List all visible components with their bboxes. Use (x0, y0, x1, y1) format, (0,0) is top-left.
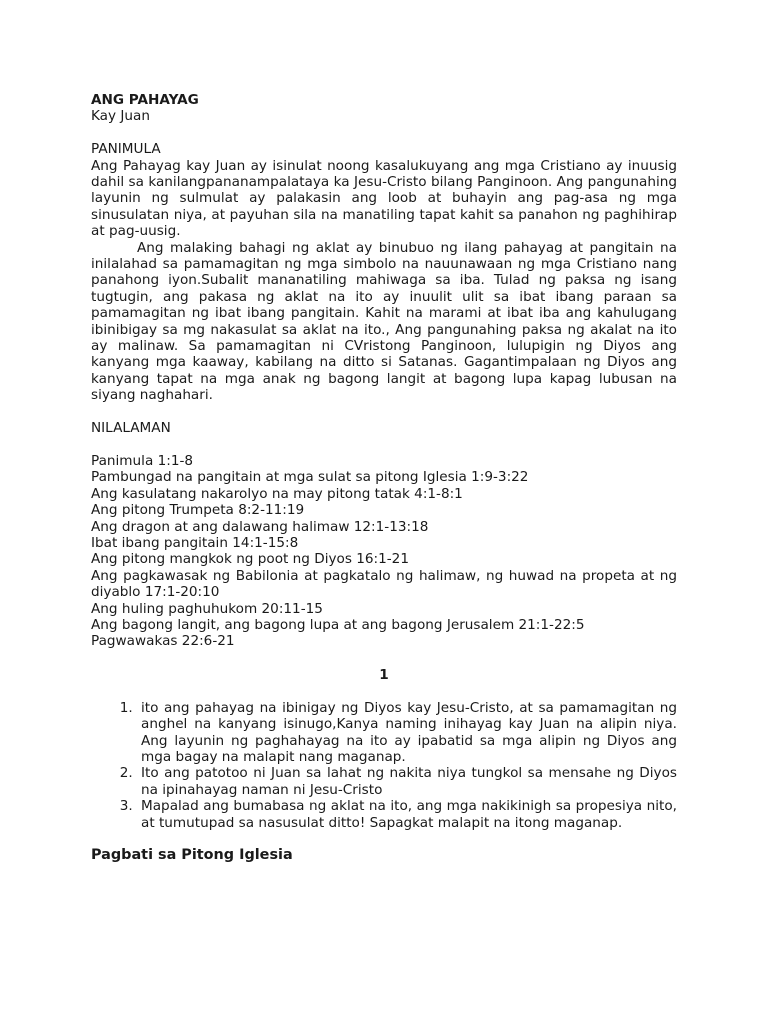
contents-item: Ang huling paghuhukom 20:11-15 (91, 600, 323, 617)
contents-item: Ang pitong Trumpeta 8:2-11:19 (91, 502, 305, 519)
intro-paragraph-1: Ang Pahayag kay Juan ay isinulat noong kasalukuyang ang mga Cristiano ay inuusig dahil sa kanilangpananampalataya ka Jesu-Cristo bilang Panginoon. Ang pangunahing layunin ng sulmulat ay palakasin ang loob at buhayin ang pag-asa ng mga sinusulatan niya, at payuhan sila na manatiling tapat kahit sa panahon ng paghihirap at pag-uusig. (91, 157, 677, 240)
contents-item: Ibat ibang pangitain 14:1-15:8 (91, 534, 299, 551)
contents-item: Pambungad na pangitain at mga sulat sa pitong Iglesia 1:9-3:22 (91, 469, 529, 486)
verse-item: 2. Ito ang patotoo ni Juan sa lahat ng nakita niya tungkol sa mensahe ng Diyos na ipinahayag naman ni Jesu-Cristo (137, 765, 677, 798)
contents-item: Ang pitong mangkok ng poot ng Diyos 16:1-21 (91, 551, 409, 568)
contents-item: Pagwawakas 22:6-21 (91, 633, 235, 650)
verse-item: 3. Mapalad ang bumabasa ng aklat na ito, ang mga nakikinigh sa propesiya nito, at tumutupad sa nasusulat ditto! Sapagkat malapit na itong maganap. (137, 798, 677, 831)
author-line: Kay Juan (91, 108, 150, 125)
spacer (91, 437, 677, 453)
contents-heading: NILALAMAN (91, 420, 171, 437)
document-title: ANG PAHAYAG (91, 92, 199, 108)
verse-list (91, 700, 677, 831)
contents-item: Ang pagkawasak ng Babilonia at pagkatalo ng halimaw, ng huwad na propeta at ng diyablo 17:1-20:10 (91, 567, 677, 601)
contents-item: Ang bagong langit, ang bagong lupa at ang bagong Jerusalem 21:1-22:5 (91, 616, 585, 633)
verse-item: 1. ito ang pahayag na ibinigay ng Diyos kay Jesu-Cristo, at sa pamamagitan ng anghel na kanyang isinugo,Kanya naming inihayag kay Juan na alipin niya. Ang layunin ng paghahayag na ito ay ipabatid sa mga alipin ng Diyos ang mga bagay na malapit nang maganap. (137, 700, 677, 766)
intro-heading: PANIMULA (91, 141, 161, 158)
contents-item: Ang kasulatang nakarolyo na may pitong tatak 4:1-8:1 (91, 485, 463, 502)
contents-list (91, 453, 677, 650)
intro-paragraph-2: Ang malaking bahagi ng aklat ay binubuo ng ilang pahayag at pangitain na inilalahad sa pamamagitan ng mga simbolo na nauunawaan ng mga Cristiano nang panahong iyon.Subalit mananatiling mahiwaga sa iba. Tulad ng paksa ng isang tugtugin, ang pakasa ng aklat na ito ay inuulit ulit sa ibat ibang paraan sa pamamagitan ng ibat ibang pangitain. Kahit na marami at ibat iba ang kahulugang ibinibigay sa mg nakasulat sa aklat na ito., Ang pangunahing paksa ng akalat na ito ay malinaw. Sa pamamagitan ni CVristong Panginoon, lulupigin ng Diyos ang kanyang mga kaaway, kabilang na ditto si Satanas. Gagantimpalaan ng Diyos ang kanyang tapat na mga anak ng bagong langit at bagong lupa kapag lubusan na siyang naghahari. (91, 239, 677, 404)
document-page (91, 92, 677, 878)
spacer (91, 404, 677, 420)
chapter-number: 1 (379, 666, 389, 683)
contents-item: Panimula 1:1-8 (91, 452, 194, 469)
contents-item: Ang dragon at ang dalawang halimaw 12:1-13:18 (91, 518, 429, 535)
section-heading: Pagbati sa Pitong Iglesia (91, 847, 293, 864)
spacer (91, 125, 677, 141)
